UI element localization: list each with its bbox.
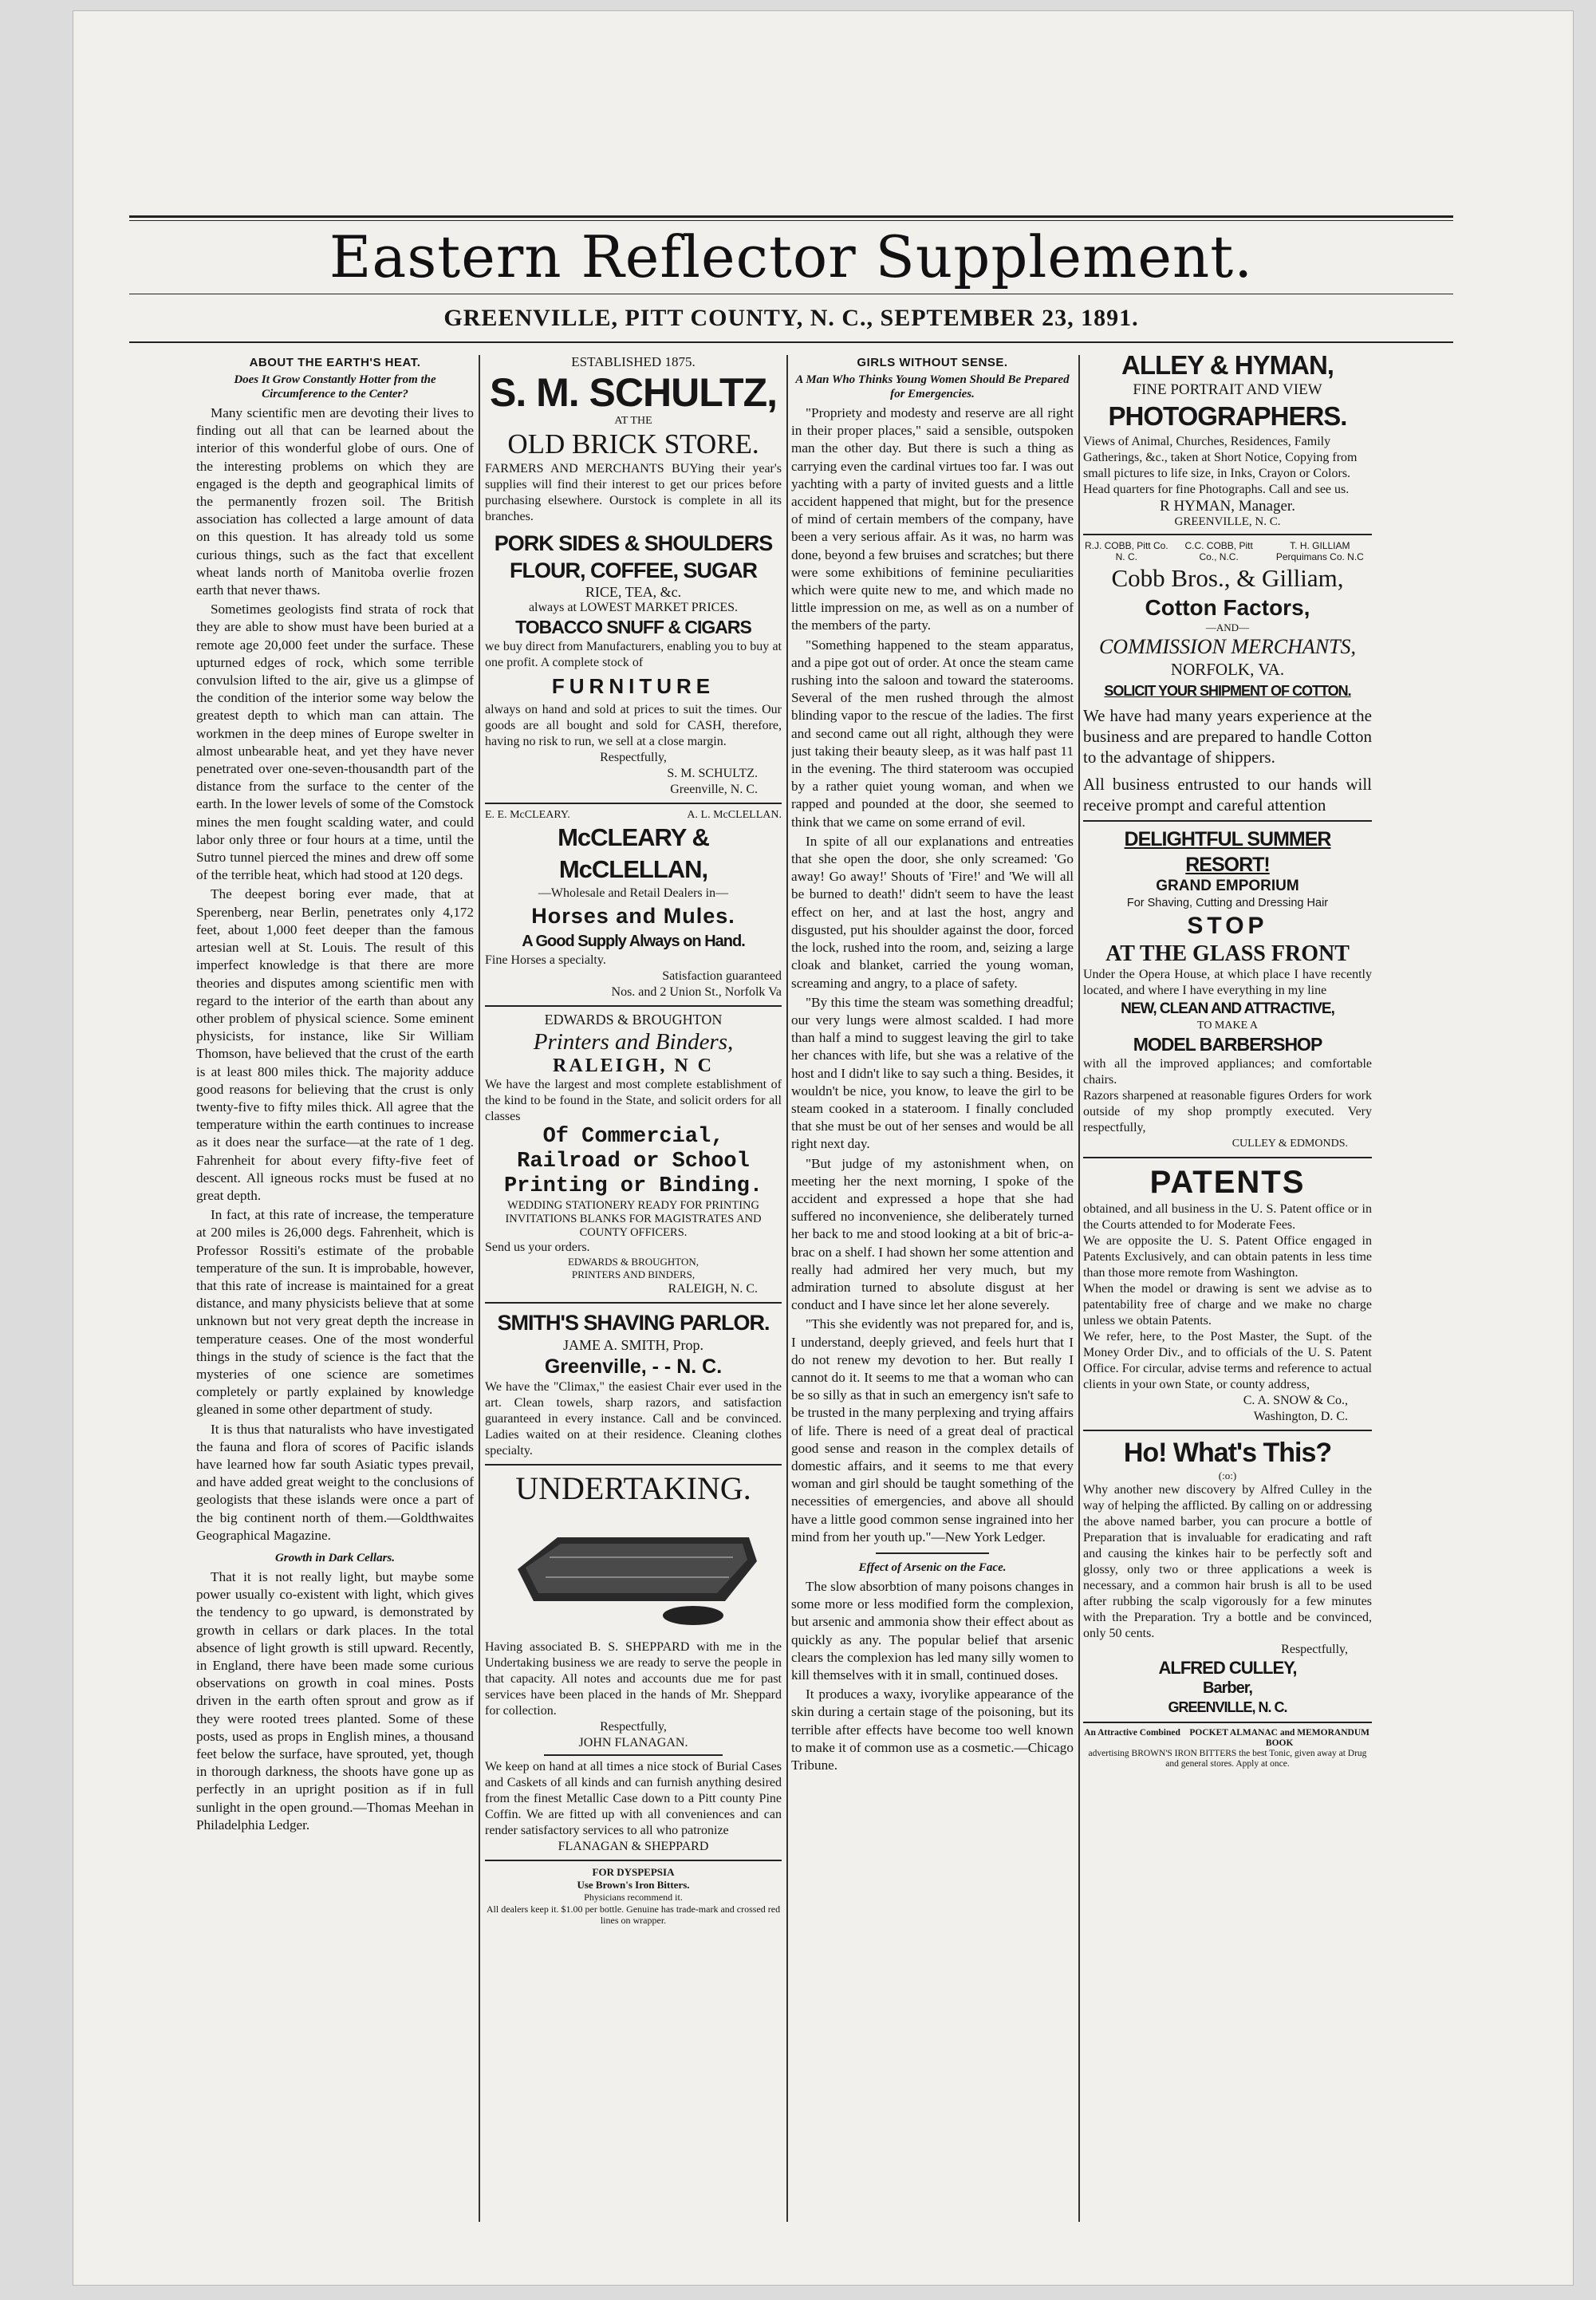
- patents-sig1: C. A. SNOW & Co.,: [1243, 1394, 1348, 1407]
- dateline: GREENVILLE, PITT COUNTY, N. C., SEPTEMBER 23, 1891.: [443, 305, 1139, 331]
- edwards-text: We have the largest and most complete establishment of the kind to be found in the State, and solicit orders for all classes: [485, 1078, 782, 1123]
- schultz-line2: FLOUR, COFFEE, SUGAR: [510, 558, 757, 582]
- schultz-store: OLD BRICK STORE.: [507, 428, 759, 460]
- article-subhead: A Man Who Thinks Young Women Should Be Prepared for Emergencies.: [795, 373, 1070, 400]
- masthead-title: Eastern Reflector Supplement.: [329, 223, 1254, 290]
- alley-city: GREENVILLE, N. C.: [1174, 515, 1281, 528]
- article-paragraph: "This she evidently was not prepared for, and is, I understand, deeply grieved, and feels hurt that I do not renew my devotion to her. But really I cannot do it. It seems to me that a woman who can be so silly as that in such an emergency isn't safe to be trusted in the many perplexing and trying affairs of life. There is need of a great deal of practical good sense and reason in the complex details of domestic affairs, and it seems to me that every woman and girl should be taught something of the necessities of emergencies, and above all should have a little good common sense ingrained into her mind from her youth up."—New York Ledger.: [791, 1316, 1074, 1545]
- resort-tomake: TO MAKE A: [1197, 1020, 1258, 1032]
- undertaking-ad: [485, 1470, 782, 1855]
- ad-divider: [1083, 1157, 1372, 1158]
- undertaking-text2: We keep on hand at all times a nice stock of Burial Cases and Caskets of all kinds and can furnish anything desired from the finest Metallic Case down to a Pitt county Pine Coffin. We are fitted up with all conveniences and can render satisfactory services to all who patronize: [485, 1760, 782, 1837]
- alley-manager: R HYMAN, Manager.: [1160, 498, 1295, 515]
- edwards-ad: [485, 1012, 782, 1297]
- smith-prop: JAME A. SMITH, Prop.: [562, 1337, 704, 1353]
- article-body: [196, 404, 474, 1545]
- article-paragraph: The slow absorbtion of many poisons changes in some more or less modified form the complexion, but arsenic and ammonia show their effect about as quickly as any. The popular belief that arsenic clears the complexion has led many silly women to kill themselves with it in small, continued doses.: [791, 1579, 1074, 1683]
- schultz-ad: [485, 354, 782, 798]
- article-paragraph: Sometimes geologists find strata of rock that they are able to show must have been buried at a remote age 20,000 feet under the surface. These upturned edges of rock, which some terrible convulsion lifted to the air, give us a glimpse of the condition of the interior some way below the greatest depth to which man can attain. The workmen in the deep mines of Europe swelter in almost unbearable heat, and yet they have never penetrated over one-seven-thousandth part of the distance from the surface to the center of the earth. In the lower levels of some of the Comstock mines the men fought scalding water, and could labor only three or four hours at a time, until the Sutro tunnel pierced the mines and drew off some of the terrible heat, which had stood at 120 degs.: [196, 602, 474, 883]
- mccleary-address: Nos. and 2 Union St., Norfolk Va: [611, 985, 782, 999]
- article-paragraph: "Propriety and modesty and reserve are all right in their proper places," said a sensible, outspoken man the other day. But there is such a thing as carrying even the cardinal virtues too far. I was out yachting with a party of invited guests and a little accident happened that might, but for the presence of mind of certain members of the company, have been a very serious affair. As it was, no harm was done, beyond a few bruises and scratches; but there were some exhibitions of feminine peculiarities which were quite new to me, and which made no little impression on me, as well as on a number of the members of the party.: [791, 405, 1074, 633]
- edwards-name: EDWARDS & BROUGHTON: [544, 1012, 723, 1028]
- smith-city: Greenville, - - N. C.: [544, 1355, 723, 1378]
- coffin-illustration: [502, 1513, 765, 1633]
- undertaking-signature-2: FLANAGAN & SHEPPARD: [558, 1840, 709, 1853]
- masthead-rule-top: [129, 215, 1453, 218]
- schultz-city: Greenville, N. C.: [670, 783, 758, 796]
- article-paragraph: In fact, at this rate of increase, the temperature at 200 miles is 26,000 degs. Fahrenheit, which is Professor Rossiti's estimate of the probable temperature of the sun. It is improbable, however, that this rate of increase is maintained for a great distance, and many physicists believe that at some unknown but not very great depth the increase in temperature ceases. One of the most wonderful things in the study of science is the fact that the mysteries of one science are sometimes completely or partly explained by knowledge gleaned in some other department of study.: [196, 1207, 474, 1418]
- patents-ad: [1083, 1163, 1372, 1425]
- edwards-sig3: RALEIGH, N. C.: [668, 1282, 758, 1296]
- whats-sig1: ALFRED CULLEY,: [1158, 1658, 1297, 1678]
- resort-text: Under the Opera House, at which place I have recently located, and where I have everything in my line: [1083, 968, 1372, 997]
- alley-text: Views of Animal, Churches, Residences, Family Gatherings, &c., taken at Short Notice, Copying from small pictures to life size, in Inks, Crayon or Colors.: [1083, 435, 1358, 480]
- cobb-title: Cobb Bros., & Gilliam,: [1111, 564, 1344, 592]
- article-paragraph: The deepest boring ever made, that at Sperenberg, near Berlin, penetrates only 4,172 feet, about 1,000 feet deeper than the famous artesian well at St. Louis. The result of this imperfect knowledge is that there are more theories and disputes among scientific men with regard to the interior of the earth than about any other problem of physical science. Some eminent physicists, for instance, like Sir William Thomson, have believed that the crust of the earth is at least 800 miles thick. The majority adduce good reasons for believing that the crust is only twenty-five to fifty miles thick. All agree that the temperature within the earth continues to increase as it does near the surface—at the rate of 1 deg. Fahrenheit for about every fifty-five feet of descent. All igneous rocks must be fused at no great depth.: [196, 886, 474, 1203]
- article-headline: ABOUT THE EARTH'S HEAT.: [249, 356, 421, 369]
- resort-stop: STOP: [1187, 913, 1268, 939]
- article-paragraph: It produces a waxy, ivorylike appearance of the skin during a certain stage of the poisoning, but its terrible after effects have become too well known to make it of common use as a cosmetic.—Chicago Tribune.: [791, 1687, 1074, 1773]
- column-divider: [1078, 355, 1080, 2222]
- ad-divider: [1083, 534, 1372, 535]
- schultz-text2: we buy direct from Manufacturers, enabling you to buy at one profit. A complete stock of: [485, 640, 782, 669]
- article-paragraph: Many scientific men are devoting their lives to finding out all that can be learned about the interior of this wonderful globe of ours. One of the interesting problems on which they are engaged is the depth and geographical limits of the permanently frozen soil. The British association has collected a large amount of data on this question. It has already told us some curious things, such as the fact that excellent wheat lands north of Manitoba overlie frozen earth that never thaws.: [196, 405, 474, 598]
- column-4: [1083, 351, 1372, 2234]
- alley-hq: Head quarters for fine Photographs. Call and see us.: [1083, 483, 1350, 496]
- column-divider: [479, 355, 480, 2222]
- schultz-line3: RICE, TEA, &c.: [585, 584, 682, 600]
- ad-divider: [485, 803, 782, 804]
- article-paragraph: "By this time the steam was something dreadful; our very lungs were almost scalded. I had more than half a mind to suggest leaving the girl to take her chances with life, but she was a relative of the host and I didn't like to say such a thing. Besides, it wouldn't be nice, you know, to leave the girl to be steam cooked in a stateroom. I finally concluded that she must be out of her senses and would be all right next day.: [791, 994, 1074, 1152]
- masthead-rule-top-thin: [129, 220, 1453, 221]
- ad-divider: [485, 1464, 782, 1466]
- patents-text2: We are opposite the U. S. Patent Office engaged in Patents Exclusively, and can obtain patents in less time than those more remote from Washington.: [1083, 1234, 1372, 1280]
- whats-sig3: GREENVILLE, N. C.: [1168, 1699, 1287, 1715]
- mccleary-names: [485, 809, 782, 822]
- article-paragraph: "Something happened to the steam apparatus, and a pipe got out of order. At once the steam came rushing into the saloon and toward the staterooms. Several of the men rushed through the almost blinding vapor to the rescue of the ladies. The first and second came out all right, although they were just taking their beauty sleep, as it was half past 11 in the evening. The third stateroom was occupied by a rather quiet young woman, and when we rapped and pounded at the door, she seemed to think that we came on some errand of evil.: [791, 637, 1074, 830]
- cobb-partner: C.C. COBB, Pitt Co., N.C.: [1184, 540, 1253, 562]
- mccleary-name-right: A. L. McCLELLAN.: [687, 809, 782, 821]
- resort-text2: with all the improved appliances; and comfortable chairs.: [1083, 1057, 1372, 1087]
- schultz-furniture: FURNITURE: [551, 674, 715, 698]
- article-body-2: [791, 1578, 1074, 1774]
- whats-title: Ho! What's This?: [1123, 1438, 1332, 1468]
- edwards-sig2: PRINTERS AND BINDERS,: [571, 1268, 696, 1280]
- cobb-city: NORFOLK, VA.: [1170, 660, 1285, 679]
- schultz-at-the: AT THE: [614, 415, 652, 427]
- mccleary-fine: Fine Horses a specialty.: [485, 953, 606, 967]
- patents-text: obtained, and all business in the U. S. Patent office or in the Courts attended to for Moderate Fees.: [1083, 1202, 1372, 1232]
- almanac-head: [1083, 1728, 1372, 1749]
- column-1: [196, 351, 474, 2234]
- article-headline-2: Growth in Dark Cellars.: [274, 1552, 396, 1564]
- article-body: [791, 404, 1074, 1546]
- alley-sub: FINE PORTRAIT AND VIEW: [1133, 381, 1322, 398]
- mccleary-satisfaction: Satisfaction guaranteed: [662, 969, 782, 983]
- dyspepsia-line1: Use Brown's Iron Bitters.: [577, 1879, 690, 1891]
- schultz-line1: PORK SIDES & SHOULDERS: [494, 531, 773, 555]
- mccleary-supply: A Good Supply Always on Hand.: [522, 933, 745, 950]
- cobb-partner: T. H. GILLIAM Perquimans Co. N.C: [1275, 540, 1364, 562]
- undertaking-title: UNDERTAKING.: [515, 1470, 751, 1506]
- mccleary-dealers: —Wholesale and Retail Dealers in—: [538, 886, 729, 900]
- cobb-factors: Cotton Factors,: [1145, 595, 1310, 620]
- column-3: [791, 351, 1074, 2234]
- schultz-line4: always at LOWEST MARKET PRICES.: [528, 601, 739, 614]
- edwards-big: Of Commercial, Railroad or School Printing or Binding.: [503, 1125, 763, 1198]
- edwards-wedding: WEDDING STATIONERY READY FOR PRINTING INVITATIONS BLANKS FOR MAGISTRATES AND COUNTY OFFICERS.: [505, 1199, 762, 1239]
- article-divider: [876, 1552, 989, 1554]
- almanac-text: advertising BROWN'S IRON BITTERS the best Tonic, given away at Drug and general stores. Apply at once.: [1088, 1749, 1367, 1769]
- almanac-right: POCKET ALMANAC and MEMORANDUM BOOK: [1189, 1728, 1369, 1748]
- resort-title: DELIGHTFUL SUMMER RESORT!: [1124, 828, 1331, 876]
- alley-hyman-ad: [1083, 351, 1372, 529]
- article-paragraph: It is thus that naturalists who have investigated the fauna and flora of scores of Pacific islands have learned how far south Asiatic types prevail, and have added great weight to the conclusions of geologists that these islands were once a part of the big continent north of them.—Goldthwaites Geographical Magazine.: [196, 1421, 474, 1543]
- mccleary-ad: [485, 809, 782, 1000]
- smith-ad: [485, 1308, 782, 1459]
- schultz-name: S. M. SCHULTZ,: [489, 370, 778, 415]
- ad-divider: [485, 1860, 782, 1861]
- schultz-text3: always on hand and sold at prices to suit the times. Our goods are all bought and sold for CASH, therefore, having no risk to run, we sell at a close margin.: [485, 703, 782, 748]
- whats-this-ad: [1083, 1436, 1372, 1717]
- undertaking-signature: JOHN FLANAGAN.: [578, 1736, 688, 1750]
- undertaking-text: Having associated B. S. SHEPPARD with me in the Undertaking business we are ready to serve the people in that capacity. All notes and accounts due me for past services have been placed in the hands of Mr. Sheppard for collection.: [485, 1640, 782, 1718]
- resort-signature: CULLEY & EDMONDS.: [1231, 1138, 1348, 1150]
- article-headline-2: Effect of Arsenic on the Face.: [858, 1561, 1007, 1574]
- edwards-city: RALEIGH, N C: [552, 1055, 715, 1076]
- ad-divider: [1083, 820, 1372, 822]
- schultz-established: ESTABLISHED 1875.: [571, 354, 696, 369]
- dyspepsia-ad: [485, 1866, 782, 1926]
- resort-new: NEW, CLEAN AND ATTRACTIVE,: [1121, 1000, 1334, 1017]
- whats-text: Why another new discovery by Alfred Culley in the way of helping the afflicted. By calling on or addressing the above named barber, you can procure a bottle of Preparation that is invaluable for eradicating and raft and causing the kinkes hair to be perfectly soft and glossy, only two or three applications a week is necessary, and a common hair brush is all to be used after rubbing the scalp vigorously for a few minutes with the Preparation. Try a bottle and be convinced, only 50 cents.: [1083, 1483, 1372, 1640]
- undertaking-respect: Respectfully,: [600, 1720, 667, 1734]
- schultz-respect: Respectfully,: [600, 751, 667, 764]
- ad-divider: [485, 1302, 782, 1304]
- cobb-partner: R.J. COBB, Pitt Co. N. C.: [1084, 540, 1168, 562]
- resort-emporium: GRAND EMPORIUM: [1156, 878, 1299, 894]
- resort-model: MODEL BARBERSHOP: [1133, 1034, 1322, 1055]
- cobb-ad: [1083, 540, 1372, 815]
- dateline-rule: [129, 341, 1453, 343]
- patents-text3: When the model or drawing is sent we advise as to patentability free of charge and we make no charge unless we obtain Patents.: [1083, 1282, 1372, 1328]
- resort-glass: AT THE GLASS FRONT: [1105, 941, 1350, 966]
- edwards-send: Send us your orders.: [485, 1241, 590, 1254]
- article-body-2: [196, 1568, 474, 1834]
- whats-sig2: Barber,: [1203, 1679, 1252, 1697]
- alley-photographers: PHOTOGRAPHERS.: [1108, 401, 1347, 431]
- almanac-left: An Attractive Combined: [1084, 1728, 1180, 1738]
- whats-respect: Respectfully,: [1281, 1643, 1348, 1656]
- patents-title: PATENTS: [1149, 1165, 1306, 1200]
- mccleary-title: McCLEARY & McCLELLAN,: [558, 823, 709, 883]
- whats-ornament: (:o:): [1218, 1470, 1237, 1481]
- almanac-ad: [1083, 1728, 1372, 1769]
- resort-ad: [1083, 827, 1372, 1152]
- edwards-printers: Printers and Binders,: [533, 1029, 734, 1055]
- article-paragraph: In spite of all our explanations and entreaties that she open the door, she only screamed: 'Go away! Go away!' Shouts of 'Fire!' and 'We will all be burned to death!' didn't seem to have the least effect on her, and at last the host, angry and disgusted, put his shoulder against the door, forced the lock, rushed into the room, and, seizing a large cloak and blanket, carried the young woman, screaming and angry, to a place of safety.: [791, 833, 1074, 991]
- mccleary-name-left: E. E. McCLEARY.: [485, 809, 570, 821]
- resort-text3: Razors sharpened at reasonable figures Orders for work outside of my shop promptly executed. Very respectfully,: [1083, 1089, 1372, 1134]
- schultz-line5: TOBACCO SNUFF & CIGARS: [515, 617, 751, 637]
- edwards-sig1: EDWARDS & BROUGHTON,: [567, 1256, 699, 1268]
- ad-divider: [1083, 1430, 1372, 1431]
- cobb-partners: [1083, 540, 1372, 562]
- column-2: [485, 351, 782, 2234]
- ad-divider: [544, 1754, 722, 1756]
- cobb-solicit: SOLICIT YOUR SHIPMENT OF COTTON.: [1104, 683, 1351, 699]
- smith-text: We have the "Climax," the easiest Chair ever used in the art. Clean towels, sharp razors, and satisfaction guaranteed in every instance. Call and be convinced. Ladies waited on at their residence. Cleaning clothes specialty.: [485, 1380, 782, 1458]
- article-paragraph: That it is not really light, but maybe some power usually co-existent with light, which gives the tendency to go upward, is demonstrated by growth in cellars or dark places. In the total absence of light growth is still upward. Recently, in England, there have been made some curious observations on growth in coal mines. Posts driven in the earth often sprout and grow as if they were rooted trees planted. Some of these posts, used as props in English mines, a thousand feet below the surface, have sprouted, yet, though in thorough darkness, the shoots have gone up as perfectly in an upright position as if in full sunlight in the open ground.—Thomas Meehan in Philadelphia Ledger.: [196, 1569, 474, 1833]
- column-divider: [786, 355, 788, 2222]
- schultz-intro: FARMERS AND MERCHANTS BUYing their year's supplies will find their interest to get our prices before purchasing elsewhere. Ourstock is complete in all its branches.: [485, 462, 782, 523]
- mccleary-horses: Horses and Mules.: [531, 904, 735, 928]
- dyspepsia-title: FOR DYSPEPSIA: [592, 1866, 675, 1878]
- article-headline: GIRLS WITHOUT SENSE.: [857, 356, 1008, 369]
- patents-text4: We refer, here, to the Post Master, the Supt. of the Money Order Div., and to officials of the U. S. Patent Office. For circular, advise terms and reference to actual clients in your own State, or county address,: [1083, 1330, 1372, 1391]
- article-paragraph: "But judge of my astonishment when, on meeting her the next morning, I spoke of the accident and expressed a hope that she had suffered no inconvenience, she deliberately turned her back to me and stood looking at a bit of bric-a-brac on a shelf. I had shown her some attention and really had admired her very much, but my admiration turned to absolute disgust at her conduct and I have since let her alone severely.: [791, 1155, 1074, 1313]
- resort-for: For Shaving, Cutting and Dressing Hair: [1126, 897, 1329, 909]
- cobb-text1: We have had many years experience at the business and are prepared to handle Cotton to the advantage of shippers.: [1083, 706, 1372, 767]
- smith-title: SMITH'S SHAVING PARLOR.: [497, 1311, 770, 1335]
- schultz-signature: S. M. SCHULTZ.: [667, 767, 758, 780]
- dyspepsia-line2: Physicians recommend it.: [584, 1892, 683, 1903]
- patents-sig2: Washington, D. C.: [1253, 1410, 1348, 1423]
- cobb-commission: COMMISSION MERCHANTS,: [1098, 635, 1357, 658]
- cobb-text2: All business entrusted to our hands will receive prompt and careful attention: [1083, 775, 1372, 815]
- cobb-and: —AND—: [1205, 621, 1250, 633]
- dyspepsia-line3: All dealers keep it. $1.00 per bottle. Genuine has trade-mark and crossed red lines on wrapper.: [486, 1904, 781, 1926]
- article-subhead: Does It Grow Constantly Hotter from the Circumference to the Center?: [234, 373, 436, 400]
- alley-title: ALLEY & HYMAN,: [1121, 351, 1334, 380]
- ad-divider: [1083, 1722, 1372, 1723]
- ad-divider: [485, 1005, 782, 1007]
